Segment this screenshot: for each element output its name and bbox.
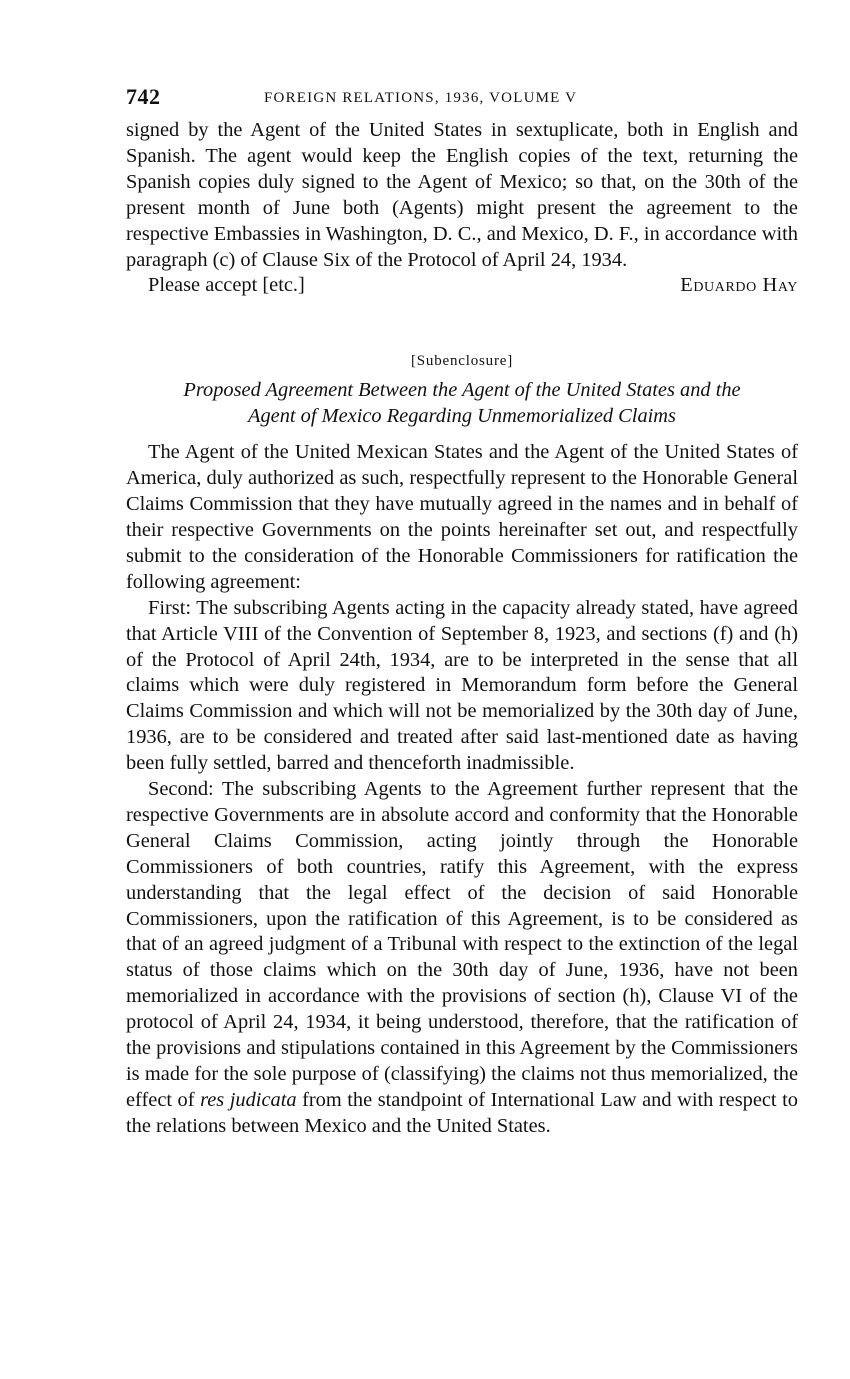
agreement-first-point: First: The subscribing Agents acting in the capacity already stated, have agreed that Article VIII of the Convention of September 8, 1923, and sections (f) and (h) of the Protocol of April 24th, 1934, are to be interpreted in the sense that all claims which were duly registered in Memorandum form before the General Claims Commission and which will not be memorialized by the 30th day of June, 1936, are to be considered and treated after said last-mentioned date as having been fully settled, barred and thenceforth inadmissible. <box>126 596 798 775</box>
letter-continuation: signed by the Agent of the United States in sextuplicate, both in English and Spanish. The agent would keep the English copies of the text, returning the Spanish copies duly signed to the Agent of Mexico; so that, on the 30th of the present month of June both (Agents) might present the agreement to the respective Embassies in Washington, D. C., and Mexico, D. F., in accordance with paragraph (c) of Clause Six of the Protocol of April 24, 1934. <box>126 119 798 271</box>
agreement-title <box>126 378 798 430</box>
closing-phrase: Please accept [etc.] <box>148 274 305 297</box>
subenclosure-label: [Subenclosure] <box>410 353 513 370</box>
agreement-title-line-1: Proposed Agreement Between the Agent of the United States and the <box>183 379 741 402</box>
second-point-italic-term: res judicata <box>200 1088 297 1111</box>
agreement-second-point <box>126 777 798 1140</box>
running-head: FOREIGN RELATIONS, 1936, VOLUME V <box>264 90 578 106</box>
page-number: 742 <box>126 84 161 109</box>
second-point-text-end: from the standpoint of International Law and with respect to the relations between Mexico and the United States. <box>126 1088 798 1137</box>
second-point-text: Second: The subscribing Agents to the Agreement further represent that the respective Governments are in absolute accord and conformity that the Honorable General Claims Commission, acting jointly through the Honorable Commissioners of both countries, ratify this Agreement, with the express understanding that the legal effect of the decision of said Honorable Commissioners, upon the ratification of this Agreement, is to be considered as that of an agreed judgment of a Tribunal with respect to the extinction of the legal status of those claims which on the 30th day of June, 1936, have not been memorialized in accordance with the provisions of section (h), Clause VI of the protocol of April 24, 1934, it being understood, therefore, that the ratification of the provisions and stipulations contained in this Agreement by the Commissioners is made for the sole purpose of (classifying) the claims not thus memorialized, the effect of <box>126 778 798 1111</box>
signature: Eduardo Hay <box>680 274 798 297</box>
page-header <box>126 84 798 118</box>
document-page <box>126 84 798 1140</box>
letter-closing <box>126 273 798 301</box>
agreement-intro: The Agent of the United Mexican States and the Agent of the United States of America, duly authorized as such, respectfully represent to the Honorable General Claims Commission that they have mutually agreed in the names and in behalf of their respective Governments on the points hereinafter set out, and respectfully submit to the consideration of the Honorable Commissioners for ratification the following agreement: <box>126 441 798 593</box>
agreement-title-line-2: Agent of Mexico Regarding Unmemorialized Claims <box>248 405 676 428</box>
